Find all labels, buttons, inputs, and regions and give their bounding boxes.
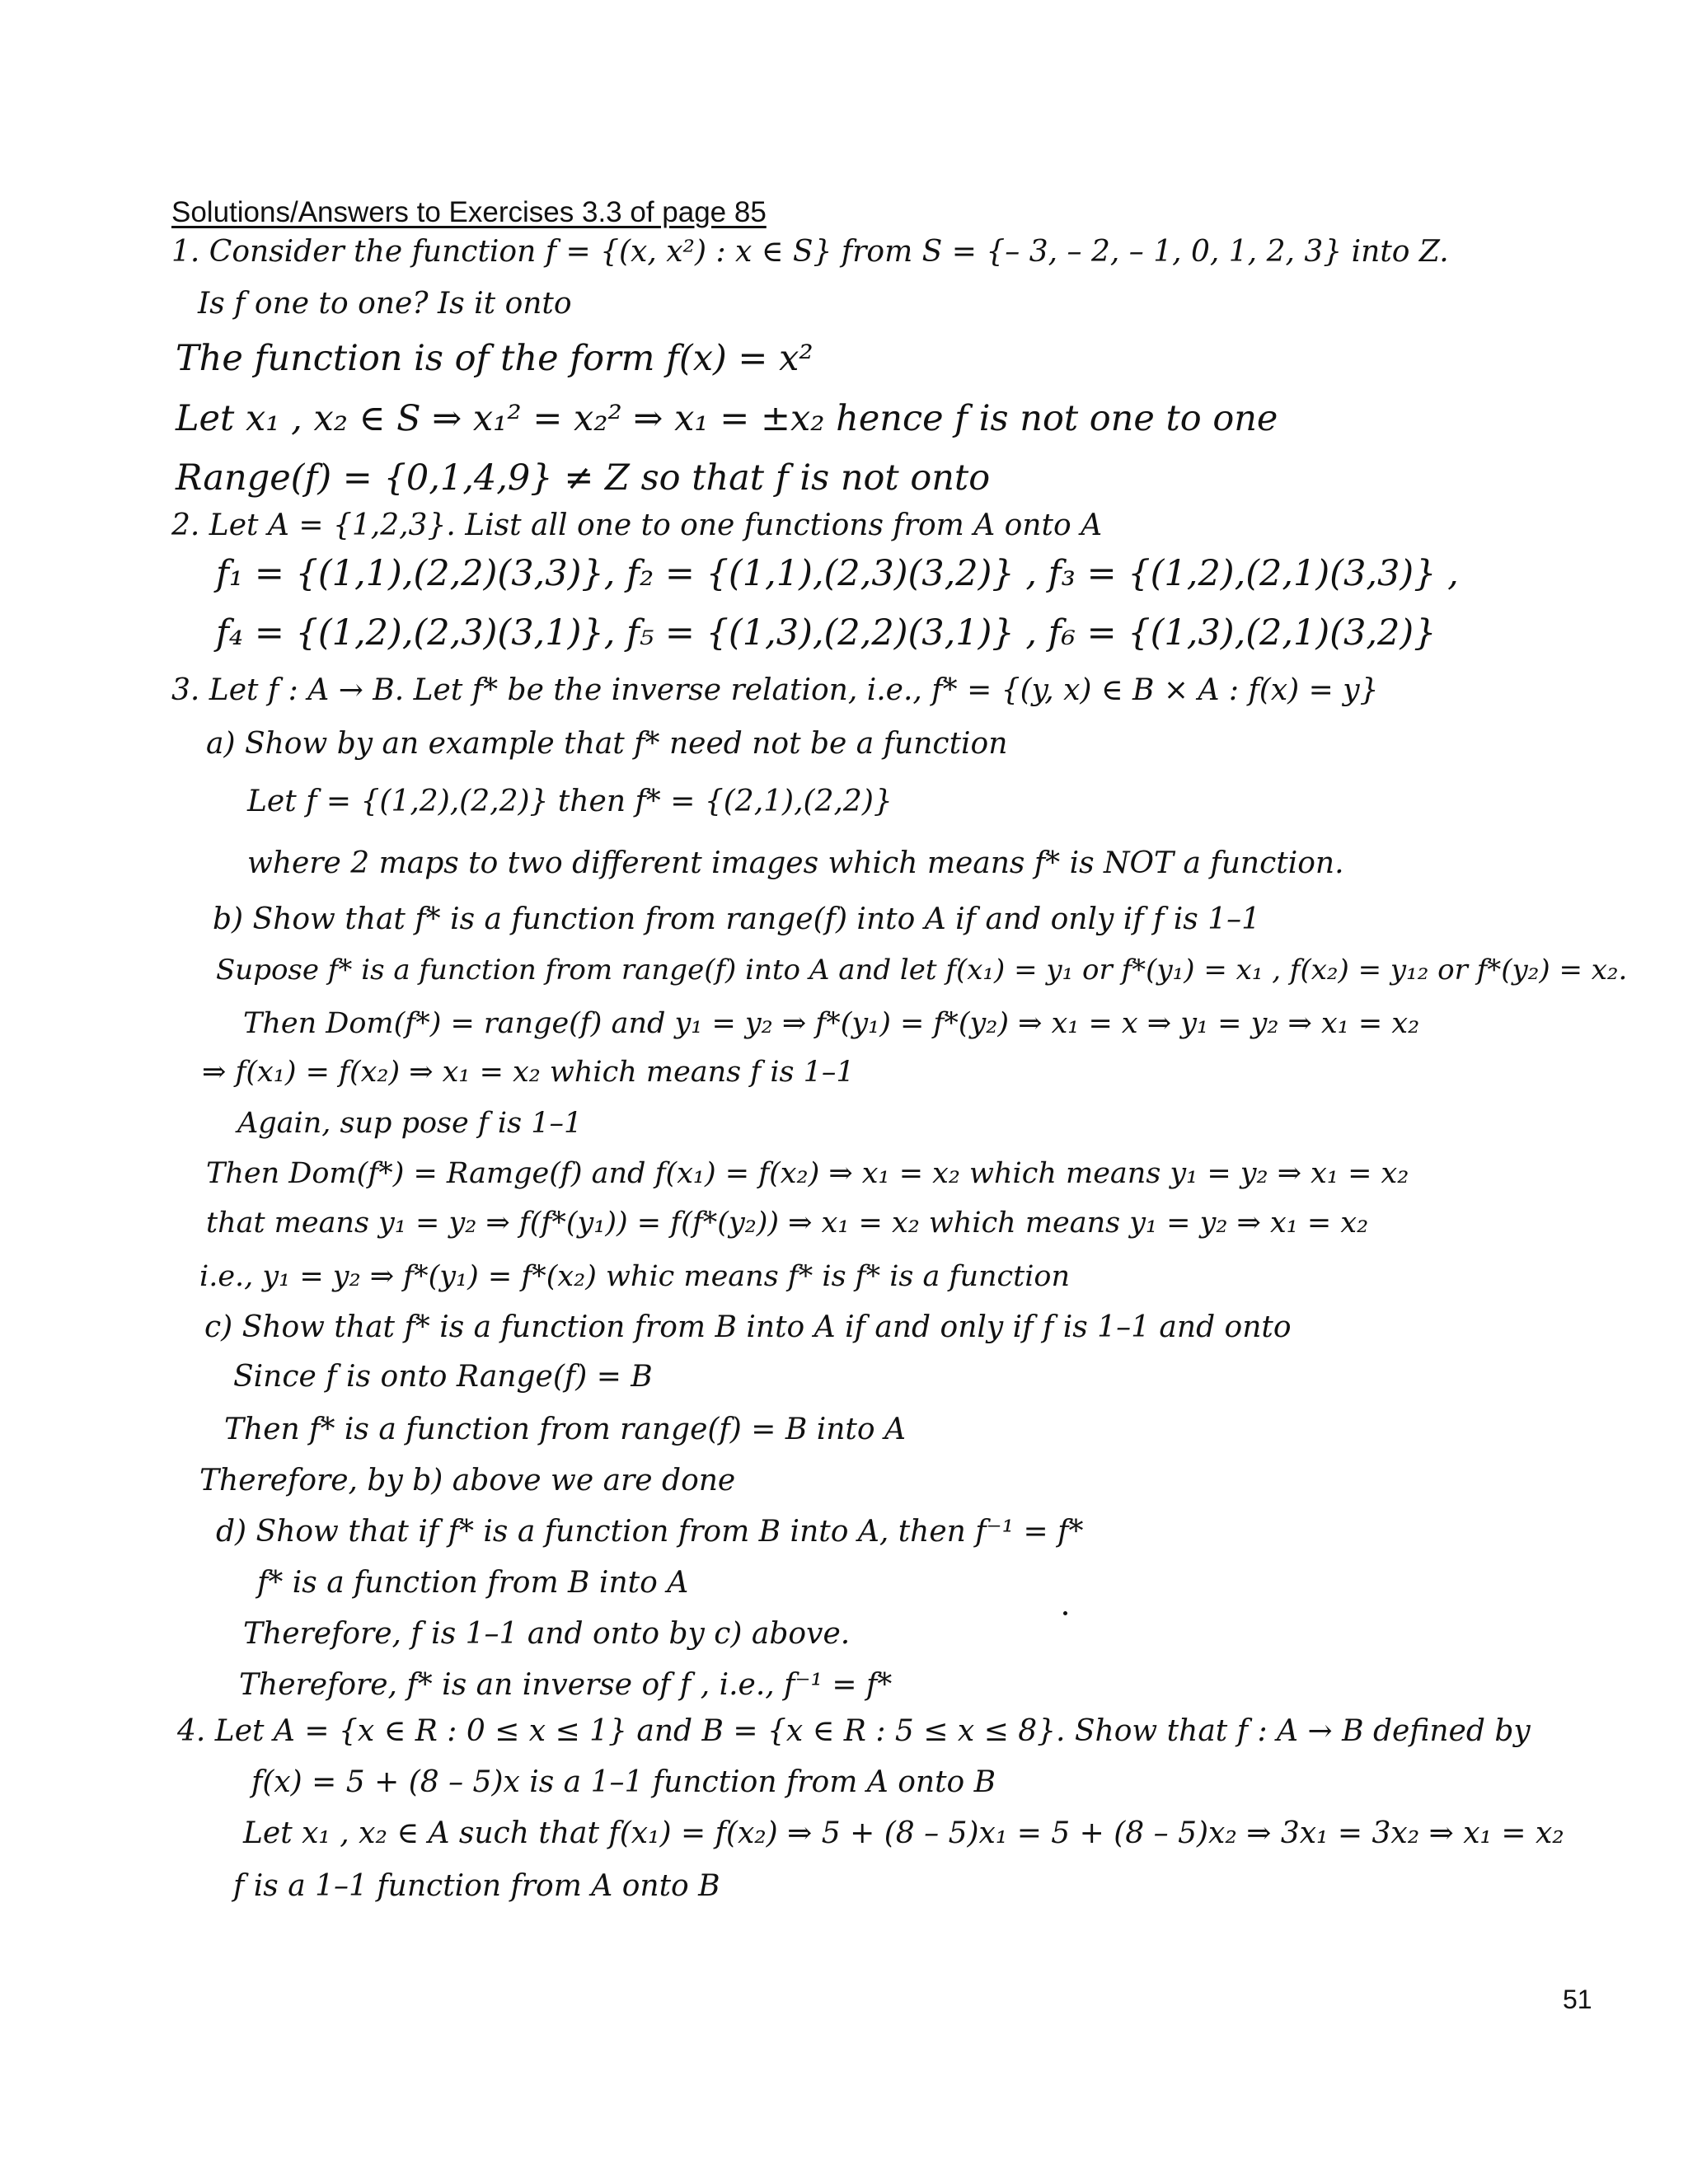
- page-number: 51: [1563, 1985, 1592, 2014]
- solution-line: Therefore, f is 1–1 and onto by c) above.: [243, 1617, 851, 1651]
- exercise-3-statement: 3. Let f : A → B. Let f* be the inverse relation, i.e., f* = {(y, x) ∈ B × A : f(x) = y}: [171, 673, 1379, 707]
- exercise-2-statement: 2. Let A = {1,2,3}. List all one to one functions from A onto A: [171, 509, 1103, 542]
- function-list-row: f₁ = {(1,1),(2,2)(3,3)}, f₂ = {(1,1),(2,3)(3,2)} , f₃ = {(1,2),(2,1)(3,3)} ,: [216, 553, 1459, 594]
- solution-line: Let f = {(1,2),(2,2)} then f* = {(2,1),(2,2)}: [247, 785, 893, 818]
- solution-line: f is a 1–1 function from A onto B: [233, 1869, 720, 1903]
- part-d-question: d) Show that if f* is a function from B into A, then f⁻¹ = f*: [216, 1515, 1084, 1549]
- solution-line: Then Dom(f*) = Ramge(f) and f(x₁) = f(x₂) ⇒ x₁ = x₂ which means y₁ = y₂ ⇒ x₁ = x₂: [206, 1157, 1409, 1190]
- solution-line: Then Dom(f*) = range(f) and y₁ = y₂ ⇒ f*(y₁) = f*(y₂) ⇒ x₁ = x ⇒ y₁ = y₂ ⇒ x₁ = x₂: [243, 1007, 1420, 1040]
- solution-line: The function is of the form f(x) = x²: [176, 338, 814, 379]
- solution-line: Range(f) = {0,1,4,9} ≠ Z so that f is not onto: [176, 457, 991, 499]
- solution-line: Let x₁ , x₂ ∈ S ⇒ x₁² = x₂² ⇒ x₁ = ±x₂ hence f is not one to one: [176, 398, 1278, 439]
- solution-line: Again, sup pose f is 1–1: [237, 1107, 583, 1140]
- solution-line: ⇒ f(x₁) = f(x₂) ⇒ x₁ = x₂ which means f is 1–1: [202, 1056, 855, 1089]
- solution-line: that means y₁ = y₂ ⇒ f(f*(y₁)) = f(f*(y₂)) ⇒ x₁ = x₂ which means y₁ = y₂ ⇒ x₁ = x₂: [206, 1207, 1369, 1240]
- solution-line: f(x) = 5 + (8 – 5)x is a 1–1 function from A onto B: [251, 1765, 996, 1799]
- solution-line: Therefore, by b) above we are done: [199, 1464, 736, 1497]
- part-c-question: c) Show that f* is a function from B into A if and only if f is 1–1 and onto: [204, 1310, 1292, 1344]
- solution-line: where 2 maps to two different images which means f* is NOT a function.: [247, 846, 1344, 880]
- solution-line: Therefore, f* is an inverse of f , i.e., f⁻¹ = f*: [239, 1668, 893, 1702]
- exercise-1-question: Is f one to one? Is it onto: [198, 287, 572, 321]
- exercise-4-statement: 4. Let A = {x ∈ R : 0 ≤ x ≤ 1} and B = {x ∈ R : 5 ≤ x ≤ 8}. Show that f : A → B defined by: [177, 1714, 1531, 1748]
- solution-line: Since f is onto Range(f) = B: [233, 1360, 653, 1394]
- function-list-row: f₄ = {(1,2),(2,3)(3,1)}, f₅ = {(1,3),(2,2)(3,1)} , f₆ = {(1,3),(2,1)(3,2)}: [216, 612, 1437, 654]
- exercise-1-statement: 1. Consider the function f = {(x, x²) : x ∈ S} from S = {– 3, – 2, – 1, 0, 1, 2, 3} into Z.: [171, 235, 1449, 269]
- solution-line: Then f* is a function from range(f) = B into A: [224, 1413, 907, 1446]
- part-b-question: b) Show that f* is a function from range(f) into A if and only if f is 1–1: [213, 902, 1261, 936]
- solution-line: i.e., y₁ = y₂ ⇒ f*(y₁) = f*(x₂) whic means f* is f* is a function: [199, 1260, 1071, 1293]
- solution-line: Supose f* is a function from range(f) into A and let f(x₁) = y₁ or f*(y₁) = x₁ , f(x₂) = y₁₂ or f*(y₂) = x₂.: [216, 954, 1628, 987]
- part-a-question: a) Show by an example that f* need not be a function: [206, 727, 1008, 761]
- page-heading: Solutions/Answers to Exercises 3.3 of page 85: [171, 196, 767, 228]
- stray-dot: [1063, 1611, 1067, 1615]
- solution-line: Let x₁ , x₂ ∈ A such that f(x₁) = f(x₂) ⇒ 5 + (8 – 5)x₁ = 5 + (8 – 5)x₂ ⇒ 3x₁ = 3x₂ ⇒ x₁ = x₂: [243, 1816, 1564, 1850]
- solution-line: f* is a function from B into A: [257, 1566, 689, 1600]
